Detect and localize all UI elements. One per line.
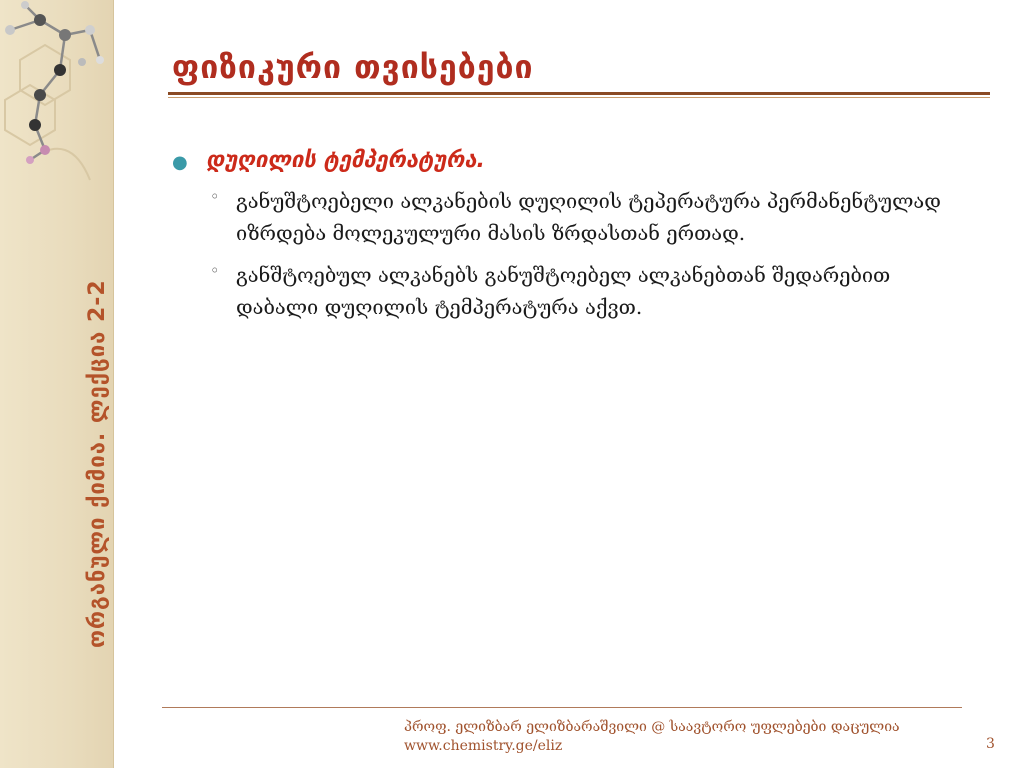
bullet-circle-icon: ◦ <box>210 187 220 206</box>
heading-text: დუღილის ტემპერატურა. <box>206 148 485 173</box>
footer-divider <box>162 707 962 708</box>
sidebar <box>0 0 114 768</box>
title-divider-thin <box>168 97 990 98</box>
course-label: ორგანული ქიმია. ლექცია 2-2 <box>85 279 110 648</box>
slide-title: ფიზიკური თვისებები <box>172 48 534 86</box>
footer-copyright: პროფ. ელიზბარ ელიზბარაშვილი @ საავტორო უფლებები დაცულია <box>404 719 900 735</box>
bullet-dot-icon: ● <box>172 152 188 173</box>
page-number: 3 <box>986 736 995 752</box>
molecule-decoration <box>0 0 113 190</box>
footer-url[interactable]: www.chemistry.ge/eliz <box>404 738 563 754</box>
sub-bullet-text: განშტოებულ ალკანებს განუშტოებელ ალკანებთან შედარებით დაბალი დუღილის ტემპერატურა აქვთ. <box>236 263 891 319</box>
bullet-circle-icon: ◦ <box>210 261 220 280</box>
title-divider <box>168 92 990 95</box>
sub-bullet-text: განუშტოებელი ალკანების დუღილის ტეპერატურა პერმანენტულად იზრდება მოლეკულური მასის ზრდასთან ერთად. <box>236 189 941 245</box>
slide-content <box>170 148 970 333</box>
footer <box>404 718 900 756</box>
bullet-heading <box>170 148 970 173</box>
sub-bullet <box>170 185 970 249</box>
sub-bullet <box>170 259 970 323</box>
